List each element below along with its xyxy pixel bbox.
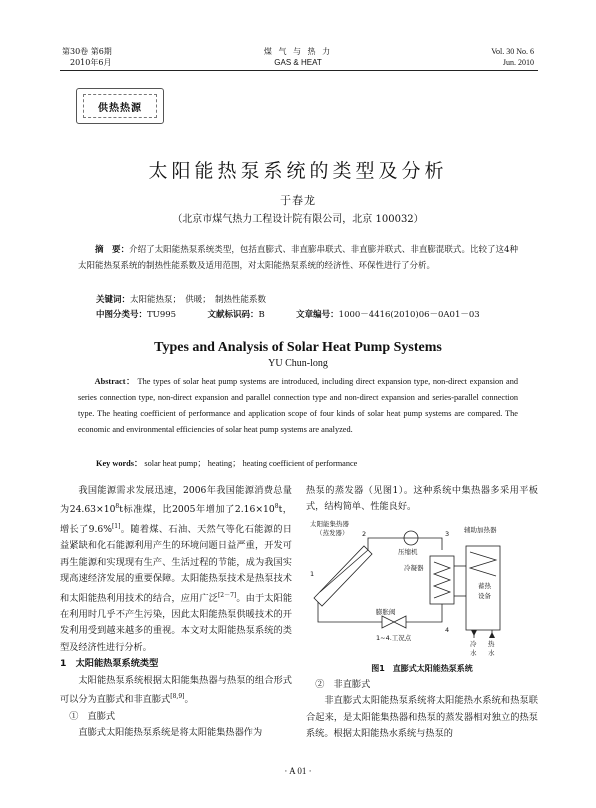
journal-volume-issue-en: Vol. 30 No. 6 Jun. 2010: [491, 47, 534, 67]
keywords-cn-text: 太阳能热泵； 供暖； 制热性能系数: [130, 295, 267, 305]
clc-value: TU995: [147, 310, 177, 320]
author-en: YU Chun-long: [268, 358, 328, 369]
keywords-en: [96, 456, 357, 472]
abstract-en: [78, 374, 518, 438]
paragraph-intro: 我国能源需求发展迅速，2006年我国能源消费总量为$24.63\times 10^8t$标准煤，比2005年增加了$2.16\times 10^8t$，增长了9.6%[1]。随着煤、石油、天然气等化石能源的日益紧缺和化石能源利用产生的环境问题日益严重，开发可再生能源和实现现有生产、生活过程的节能，成为我国实现高速经济发展的重要保障。太阳能热泵技术是热泵技术和太阳能热利用技术的结合，应用广泛[2－7]。由于太阳能在利用时几乎不产生污染，因此太阳能热泵供暖技术的开发利用受到越来越多的重视。本文对太阳能热泵系统的类型及经济性进行分析。: [60, 485, 293, 653]
label-cold-water-2: 水: [470, 649, 477, 657]
paragraph-non-direct: 非直膨式太阳能热泵系统将太阳能热水系统和热泵联合起来，是太阳能集热器和热泵的蒸发器相对独立的热泵系统。根据太阳能热水系统与热泵的: [306, 695, 538, 740]
abstract-en-text: The types of solar heat pump systems are introduced, including direct expansion type, non-direct expansion and series connection type, non-direct expansion and parallel connection type and non-direct expansion and series-parallel connection type. The heating coefficient of performance and application scope of four kinds of solar heat pump systems are compared. The economic and environmental efficiencies of solar heat pump systems are analyzed.: [78, 377, 518, 434]
paragraph-types: 太阳能热泵系统根据太阳能集热器与热泵的组合形式可以分为直膨式和非直膨式[8,9]。: [60, 674, 292, 706]
label-hot-water-1: 热: [488, 640, 495, 648]
abstract-en-label: Abstract：: [94, 377, 135, 386]
keywords-en-label: Key words：: [96, 459, 143, 468]
title-cn: 太阳能热泵系统的类型及分析: [148, 160, 448, 182]
section-badge-label: 供热热源: [98, 102, 142, 114]
node-3: 3: [445, 530, 450, 538]
label-collector-sub: （蒸发器）: [316, 529, 349, 537]
section-badge: [76, 88, 164, 124]
keywords-en-text: solar heat pump； heating； heating coefficient of performance: [144, 459, 358, 468]
journal-name: 煤 气 与 热 力 GAS & HEAT: [263, 47, 333, 67]
page-number: · A 01 ·: [284, 766, 312, 776]
node-4: 4: [445, 626, 450, 634]
label-collector: 太阳能集热器: [310, 520, 349, 528]
label-cold-water-1: 冷: [470, 640, 477, 648]
label-aux-heater: 辅助加热器: [464, 526, 497, 534]
node-2: 2: [362, 530, 367, 538]
author-cn: 于春龙: [280, 194, 316, 207]
abstract-cn-label: 摘 要：: [95, 245, 130, 255]
article-no-value: 1000－4416(2010)06－0A01－03: [338, 310, 480, 320]
journal-volume-issue: 第30卷 第6期 2010年6月: [62, 47, 112, 67]
paragraph-direct: 直膨式太阳能热泵系统是将太阳能集热器作为: [78, 726, 263, 738]
right-column-bottom: [306, 677, 538, 743]
keywords-cn-label: 关键词：: [96, 295, 131, 305]
label-condenser: 冷凝器: [404, 564, 424, 572]
keywords-cn: [96, 292, 266, 308]
label-storage-2: 设备: [478, 592, 491, 600]
label-compressor: 压缩机: [398, 548, 418, 556]
affiliation-cn: （北京市煤气热力工程设计院有限公司，北京 100032）: [172, 214, 424, 225]
title-en: Types and Analysis of Solar Heat Pump Systems: [154, 340, 442, 355]
paragraph-direct-cont: 热泵的蒸发器（见图1）。这种系统中集热器多采用平板式，结构简单、性能良好。: [306, 485, 538, 513]
doc-code-label: 文献标识码：: [207, 310, 259, 320]
node-1: 1: [310, 570, 315, 578]
solar-collector-shape: [314, 546, 372, 606]
abstract-cn-text: 介绍了太阳能热泵系统类型，包括直膨式、非直膨串联式、非直膨并联式、非直膨混联式。比较了这4种太阳能热泵系统的制热性能系数及适用范围，对太阳能热泵系统的经济性、环保性进行了分析。: [78, 245, 518, 271]
label-hot-water-2: 水: [488, 649, 495, 657]
node-note: 1~4.工况点: [376, 634, 412, 642]
left-column: [60, 483, 292, 741]
section-heading-1: 1 太阳能热泵系统类型: [60, 658, 159, 670]
abstract-cn: [78, 242, 518, 274]
label-expansion-valve: 膨胀阀: [376, 608, 396, 616]
subheading-non-direct: ② 非直膨式: [315, 679, 371, 690]
right-column-top: [306, 483, 538, 516]
expansion-valve-shape: [382, 616, 394, 628]
label-storage-1: 蓄热: [478, 582, 491, 590]
header-rule: [60, 70, 538, 71]
clc-label: 中图分类号：: [96, 310, 148, 320]
classification-line: [96, 307, 480, 323]
subheading-direct: ① 直膨式: [69, 710, 116, 722]
doc-code-value: B: [258, 310, 265, 320]
figure-1-caption: 图1 直膨式太阳能热泵系统: [371, 664, 473, 673]
figure-1-diagram: [306, 516, 538, 662]
article-no-label: 文章编号：: [296, 310, 339, 320]
